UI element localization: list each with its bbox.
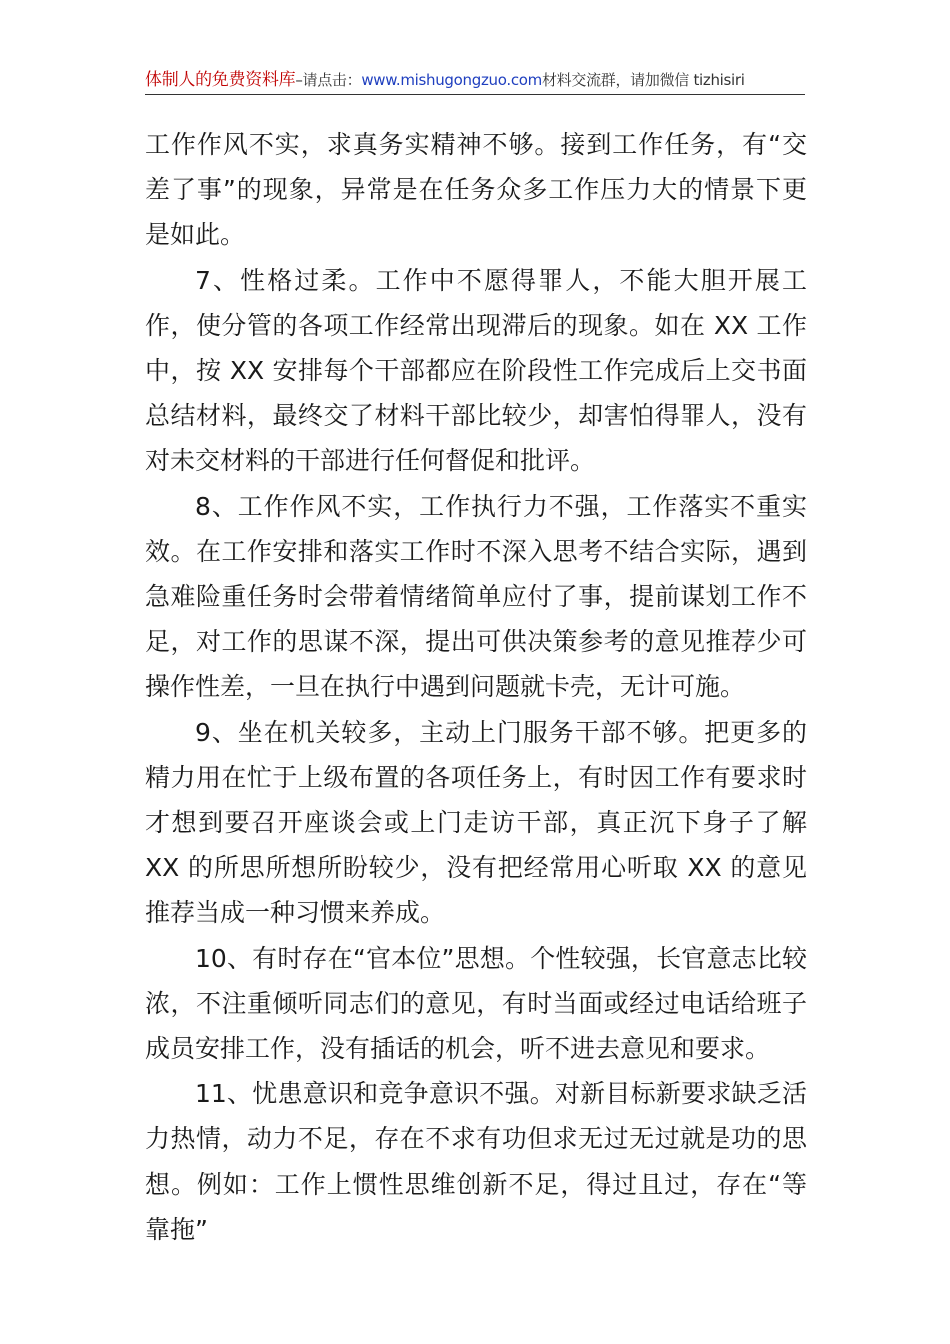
page-header — [145, 66, 805, 95]
header-link[interactable]: www.mishugongzuo.com — [361, 71, 542, 89]
paragraph-item-8: 8、工作作风不实，工作执行力不强，工作落实不重实效。在工作安排和落实工作时不深入思考不结合实际，遇到急难险重任务时会带着情绪简单应付了事，提前谋划工作不足，对工作的思谋不深，提出可供决策参考的意见推荐少可操作性差，一旦在执行中遇到问题就卡壳，无计可施。 — [145, 491, 807, 702]
header-brand: 体制人的免费资料库 — [145, 70, 296, 90]
header-tail: 材料交流群，请加微信 tizhisiri — [541, 71, 745, 89]
paragraph-item-10: 10、有时存在“官本位”思想。个性较强，长官意志比较浓，不注重倾听同志们的意见，有时当面或经过电话给班子成员安排工作，没有插话的机会，听不进去意见和要求。 — [145, 943, 807, 1064]
paragraph-item-7: 7、性格过柔。工作中不愿得罪人，不能大胆开展工作，使分管的各项工作经常出现滞后的现象。如在 XX 工作中，按 XX 安排每个干部都应在阶段性工作完成后上交书面总结材料，最终交了材料干部比较少，却害怕得罪人，没有对未交材料的干部进行任何督促和批评。 — [145, 265, 807, 476]
paragraph-item-11: 11、忧患意识和竞争意识不强。对新目标新要求缺乏活力热情，动力不足，存在不求有功但求无过无过就是功的思想。例如：工作上惯性思维创新不足，得过且过，存在“等靠拖” — [145, 1079, 807, 1244]
header-prompt: –请点击： — [295, 71, 362, 89]
paragraph-continued: 工作作风不实，求真务实精神不够。接到工作任务，有“交差了事”的现象，异常是在任务众多工作压力大的情景下更是如此。 — [145, 130, 807, 250]
paragraph-item-9: 9、坐在机关较多，主动上门服务干部不够。把更多的精力用在忙于上级布置的各项任务上，有时因工作有要求时才想到要召开座谈会或上门走访干部，真正沉下身子了解 XX 的所思所想所盼较少，没有把经常用心听取 XX 的意见推荐当成一种习惯来养成。 — [145, 717, 807, 928]
document-body — [145, 122, 807, 1252]
